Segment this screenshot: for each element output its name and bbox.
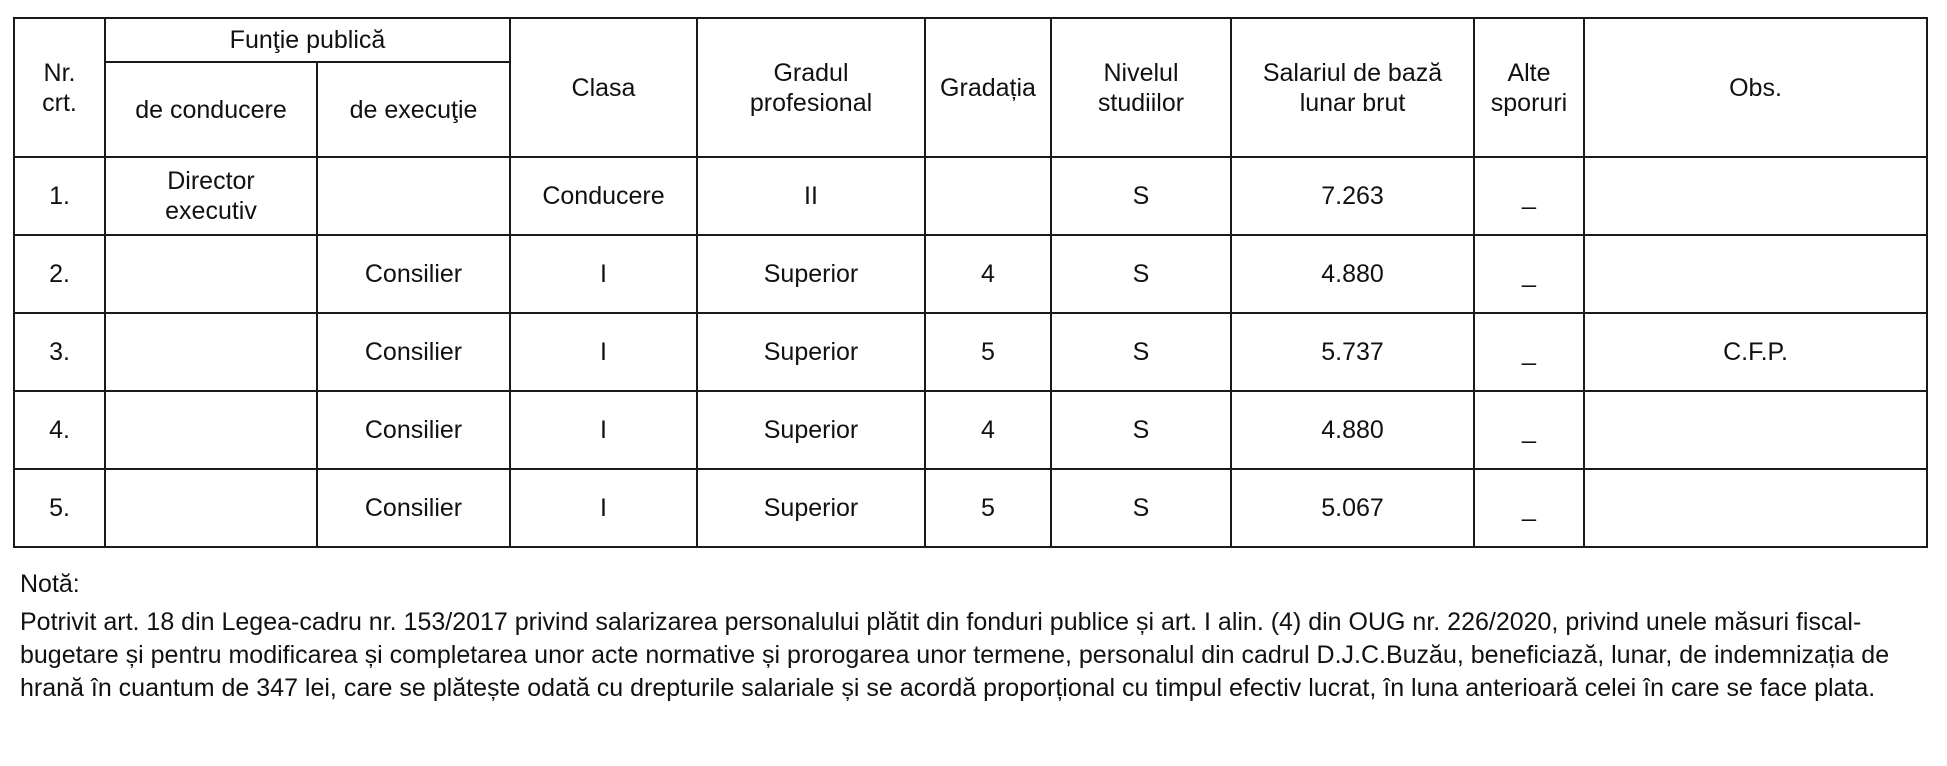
table-row (14, 391, 1927, 469)
cell-conducere (105, 313, 317, 391)
cell-grad: Superior (697, 391, 925, 469)
cell-studii: S (1051, 313, 1231, 391)
cell-gradatia (925, 157, 1051, 235)
cell-clasa: I (510, 313, 697, 391)
cell-clasa: Conducere (510, 157, 697, 235)
header-salariul: Salariul de bază lunar brut (1231, 18, 1474, 157)
salary-table (13, 17, 1928, 548)
cell-conducere (105, 235, 317, 313)
header-de-executie: de execuţie (317, 62, 510, 157)
table-row (14, 313, 1927, 391)
cell-nr: 2. (14, 235, 105, 313)
cell-conducere (105, 469, 317, 547)
cell-nr: 1. (14, 157, 105, 235)
header-obs: Obs. (1584, 18, 1927, 157)
cell-sporuri: _ (1474, 235, 1584, 313)
header-gradatia: Gradația (925, 18, 1051, 157)
cell-grad: II (697, 157, 925, 235)
table-row (14, 469, 1927, 547)
cell-clasa: I (510, 235, 697, 313)
header-clasa: Clasa (510, 18, 697, 157)
header-alte-sporuri: Alte sporuri (1474, 18, 1584, 157)
cell-clasa: I (510, 469, 697, 547)
cell-gradatia: 4 (925, 235, 1051, 313)
cell-nr: 3. (14, 313, 105, 391)
cell-obs (1584, 391, 1927, 469)
cell-studii: S (1051, 235, 1231, 313)
table-row (14, 157, 1927, 235)
cell-salariu: 4.880 (1231, 391, 1474, 469)
cell-nr: 5. (14, 469, 105, 547)
cell-nr: 4. (14, 391, 105, 469)
cell-grad: Superior (697, 235, 925, 313)
note-title: Notă: (20, 570, 80, 598)
cell-executie: Consilier (317, 313, 510, 391)
cell-studii: S (1051, 469, 1231, 547)
table-row (14, 235, 1927, 313)
note-section (20, 568, 1930, 705)
header-gradul-profesional: Gradul profesional (697, 18, 925, 157)
header-de-conducere: de conducere (105, 62, 317, 157)
cell-clasa: I (510, 391, 697, 469)
cell-executie: Consilier (317, 469, 510, 547)
cell-conducere (105, 391, 317, 469)
cell-conducere: Director executiv (105, 157, 317, 235)
cell-salariu: 5.067 (1231, 469, 1474, 547)
cell-obs (1584, 157, 1927, 235)
note-text: Potrivit art. 18 din Legea-cadru nr. 153/2017 privind salarizarea personalului plătit din fonduri publice și art. I alin. (4) din OUG nr. 226/2020, privind unele măsuri fiscal-bugetare și pentru modificarea și completarea unor acte normative și prorogarea unor termene, personalul din cadrul D.J.C.Buzău, beneficiază, lunar, de indemnizația de hrană în cuantum de 347 lei, care se plătește odată cu drepturile salariale și se acordă proporțional cu timpul efectiv lucrat, în luna anterioară celei în care se face plata. (20, 608, 1890, 702)
cell-salariu: 4.880 (1231, 235, 1474, 313)
cell-grad: Superior (697, 313, 925, 391)
cell-studii: S (1051, 391, 1231, 469)
cell-sporuri: _ (1474, 313, 1584, 391)
header-functie-publica: Funţie publică (105, 18, 510, 62)
header-nivelul-studiilor: Nivelul studiilor (1051, 18, 1231, 157)
cell-gradatia: 5 (925, 469, 1051, 547)
cell-executie: Consilier (317, 391, 510, 469)
cell-salariu: 7.263 (1231, 157, 1474, 235)
cell-obs: C.F.P. (1584, 313, 1927, 391)
cell-gradatia: 5 (925, 313, 1051, 391)
header-nr-crt: Nr. crt. (14, 18, 105, 157)
cell-obs (1584, 235, 1927, 313)
cell-sporuri: _ (1474, 391, 1584, 469)
cell-studii: S (1051, 157, 1231, 235)
cell-executie: Consilier (317, 235, 510, 313)
cell-grad: Superior (697, 469, 925, 547)
cell-executie (317, 157, 510, 235)
cell-sporuri: _ (1474, 469, 1584, 547)
cell-salariu: 5.737 (1231, 313, 1474, 391)
cell-obs (1584, 469, 1927, 547)
cell-sporuri: _ (1474, 157, 1584, 235)
cell-gradatia: 4 (925, 391, 1051, 469)
